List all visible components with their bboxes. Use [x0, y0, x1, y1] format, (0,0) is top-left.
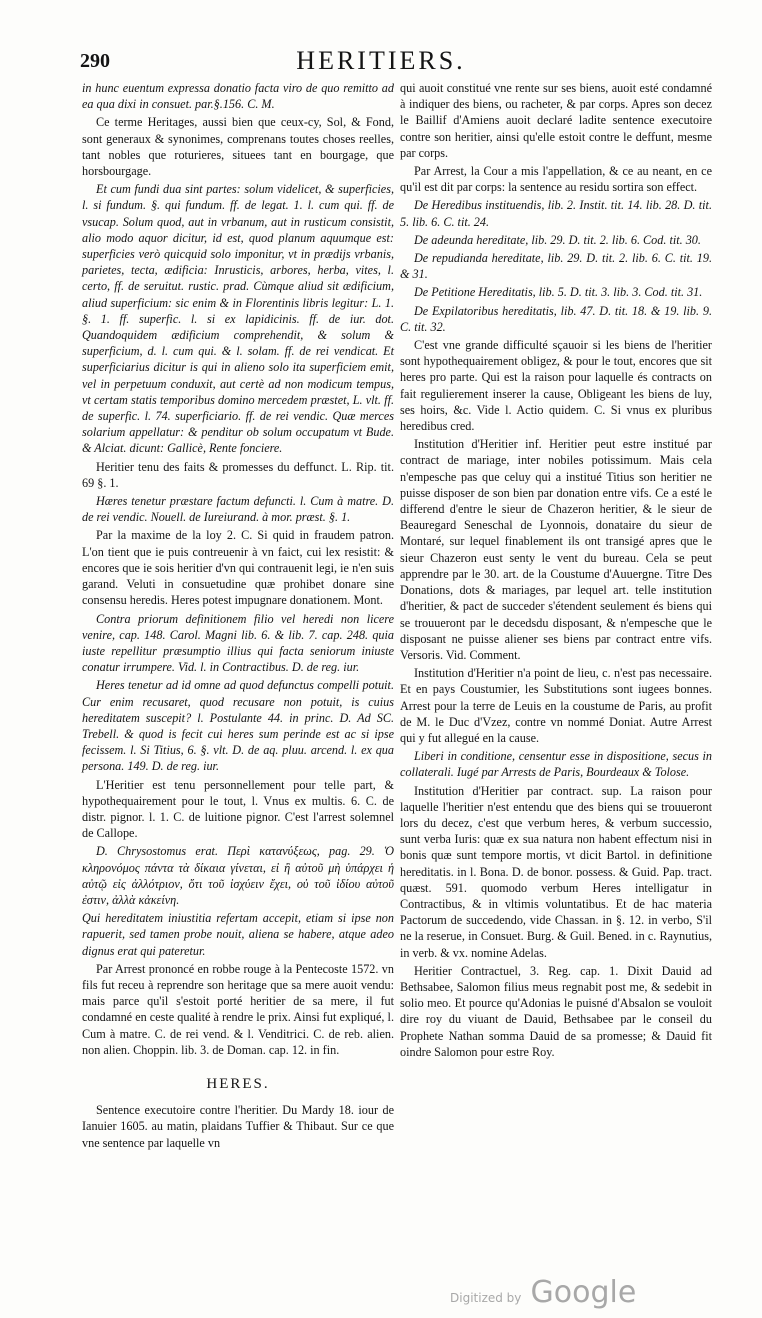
right-paragraph: Institution d'Heritier inf. Heritier peut estre institué par contract de mariage, inter nobiles potissimum. Mais cela n'empesche pas que celuy qui a institué Titius son heritier ne puisse disposer de son bien par donation entre vifs. Ce a esté le differend d'entre le sieur de Chazeron heritier, & le sieur de Beauregard Seneschal de Lyonnois, donataire du sieur de Montaré, sur lequel finablement ils ont transigé apres que le sieur Chazeron eust senty le vent du bureau. Cela se peut apprendre par le 30. art. de la Coustume d'Auuergne. Titre Des Donations, dots & mariages, par lequel art. telle institution d'heritier, & pact de succeder s'étendent seulement és biens qui se trouueront par le decedsdu disposant, & n'empesche que le disposant ne puisse aliener ses biens par contract entre vifs. Versoris. Vid. Comment.	[400, 437, 712, 662]
left-paragraph: Contra priorum definitionem filio vel heredi non licere venire, cap. 148. Carol. Magni lib. 6. & lib. 7. cap. 248. quia iuste repellitur præsumptio illius qui facta seniorum iniuste conatur irrumpere. Vid. l. in Contractibus. D. de reg. iur.	[82, 611, 394, 675]
right-paragraph: C'est vne grande difficulté sçauoir si les biens de l'heritier sont hypothequairement obligez, & pour le tout, encores que sit heres pro parte. Qui est la raison pour laquelle és contracts on fait regulierement inserer la cause, Obligeant les biens de luy, ses hoirs, &c. Vide l. Actio quidem. C. Si vnus ex pluribus heredibus cred.	[400, 338, 712, 434]
left-paragraph: in hunc euentum expressa donatio facta viro de quo remitto ad ea qua dixi in consuet. par.§.156. C. M.	[82, 81, 394, 112]
right-paragraph: De Petitione Hereditatis, lib. 5. D. tit. 3. lib. 3. Cod. tit. 31.	[414, 285, 703, 300]
left-paragraph: Ce terme Heritages, aussi bien que ceux-cy, Sol, & Fond, sont generaux & synonimes, comprenans toutes choses reelles, tant nobles que roturieres, situees tant en bourgage, que horsbourgage.	[82, 115, 394, 179]
google-logo: Google	[530, 1275, 637, 1310]
right-paragraph: Institution d'Heritier n'a point de lieu, c. n'est pas necessaire. Et en pays Coustumier, les Substitutions sont iugees bonnes. Arrest pour la terre de Leuis en la coustume de Paris, au profit de M. le Duc d'Vzez, contre vn nommé Doniat. Autre Arrest qui y fut allegué en la cause.	[400, 666, 712, 745]
right-paragraph: qui auoit constitué vne rente sur ses biens, auoit esté condamné à indiquer des biens, ou racheter, & par corps. Apres son decez le Baillif d'Amiens auoit declaré ladite sentence executoire contre son heritier, ainsi qu'elle estoit contre le deffunt, mesme par corps.	[400, 81, 712, 160]
left-paragraph: Qui hereditatem iniustitia refertam accepit, etiam si ipse non rapuerit, sed tamen probe nouit, aliena se habere, atque adeo dignus erat qui pateretur.	[82, 911, 394, 958]
page-number: 290	[80, 50, 110, 72]
right-paragraph: De Expilatoribus hereditatis, lib. 47. D. tit. 18. & 19. lib. 9. C. tit. 32.	[400, 303, 712, 334]
right-paragraph: Institution d'Heritier par contract. sup. La raison pour laquelle l'heritier n'est entendu que des biens qui se trouueront lors du decez, c'est que verbum heres, & verbum successio, sunt verba Iuris: quæ ex sua natura non habent effectum nisi in bonis quæ sunt tempore mortis, vt dicit Bartol. in definitione hereditatis. in l. Bona. D. de bonor. possess. & Guid. Pap. tract. quæst. 591. quomodo verbum Heres intelligatur in Contractibus, & in vltimis voluntatibus. Et de hac materia Pactorum de succedendo, vide Chassan. in §. 12. in verbo, S'il ne la reserue, in Consuet. Burg. & Guil. Bened. in c. Raynutius, in verb. & vx. nomine Adelas.	[400, 783, 712, 960]
right-paragraph: De repudianda hereditate, lib. 29. D. tit. 2. lib. 6. C. tit. 19. & 31.	[400, 251, 712, 282]
left-paragraph: Hæres tenetur præstare factum defuncti. l. Cum à matre. D. de rei vendic. Nouell. de Iureiurand. à mor. præst. §. 1.	[82, 494, 394, 525]
left-paragraph: Heres tenetur ad id omne ad quod defunctus compelli potuit. Cur enim recusaret, quod recusare non potuit, is cuius hereditatem suscepit? l. Postulante 44. in princ. D. Ad SC. Trebell. & quod is fecit cui heres sum perinde est ac si ipse fecissem. l. Si Titius, 6. §. vlt. D. de aq. pluu. arcend. l. ex qua persona. 149. D. de reg. iur.	[82, 678, 394, 774]
left-paragraph: Heritier tenu des faits & promesses du deffunct. L. Rip. tit. 69 §. 1.	[82, 459, 394, 490]
right-column	[400, 80, 712, 1062]
left-column	[82, 80, 394, 1153]
left-paragraph: Et cum fundi dua sint partes: solum videlicet, & superficies, l. si fundum. §. qui fundum. ff. de legat. 1. l. cum qui. ff. de vsucap. Solum quod, aut in vrbanum, aut in rusticum consistit, alio modo aquor dicitur, id est, quod planum aquumque est: superficies verò quicquid solo imponitur, vt in prædijs vrbanis, parietes, tecta, ædificia: Inrusticis, arbores, herba, vites, l. certo, ff. de seruitut. rustic. prad. Cùmque aliud sit ædificium, aliud superficium: sic enim & in Florentinis libris legitur: L. 1. §. 1. ff. superfic. l. si ex lapidicinis. ff. de iur. dot. Quandoquidem ædificium comprehendit, & solum & superficium, d. l. cum qui. & l. solam. ff. de rei vendicat. Et superficiarius dicitur is qui in alieno solo ita superficiem emit, vel in perpetuum conduxit, aut certè ad non modicum tempus, vt certam statis temporibus domino mercedem præstet, L. vlt. ff. de superfic. l. 74. superficiario. ff. de rei vendic. Quæ merces solarium appellatur: & penditur ob solum occupatum vt Bude. & Alciat. dicunt: Gallicè, Rente fonciere.	[82, 182, 394, 456]
running-head: HERITIERS.	[296, 46, 466, 75]
right-paragraph: Liberi in conditione, censentur esse in dispositione, secus in collaterali. Iugé par Arrests de Paris, Bourdeaux & Tolose.	[400, 749, 712, 780]
left-paragraph: Sentence executoire contre l'heritier. Du Mardy 18. iour de Ianuier 1605. au matin, plaidans Tuffier & Thibaut. Sur ce que vne sentence par laquelle vn	[82, 1103, 394, 1150]
digitized-by-label: Digitized by	[450, 1291, 522, 1305]
right-paragraph: De Heredibus instituendis, lib. 2. Instit. tit. 14. lib. 28. D. tit. 5. lib. 6. C. tit. 24.	[400, 198, 712, 229]
left-paragraph: Par Arrest prononcé en robbe rouge à la Pentecoste 1572. vn fils fut receu à reprendre son heritage que sa mere auoit vendu: mais parce qu'il s'estoit porté heritier de sa mere, il fut condamné en ceste qualité à rendre le prix. Ainsi fut expliqué, l. Cum à matre. C. de rei vend. & l. Venditrici. C. de reb. alien. non alien. Choppin. lib. 3. de Doman. cap. 12. in fin.	[82, 961, 394, 1057]
digitized-watermark	[450, 1275, 636, 1310]
left-paragraph: D. Chrysostomus erat. Περὶ κατανύξεως, pag. 29. Ὁ κληρονόμος πάντα τὰ δίκαια γίνεται, εἰ ἢ αὐτοῦ μὴ ὑπάρχει ἡ αὐτῷ εἰς ἀλλότριον, ὅτι τοῦ ἰσχύειν ἔχει, οὐ τοῦ ἰδίου αὐτοῦ ἐστιν, ἀλλὰ κἀκείνη.	[82, 844, 394, 907]
right-paragraph: Heritier Contractuel, 3. Reg. cap. 1. Dixit Dauid ad Bethsabee, Salomon filius meus regnabit post me, & sedebit in solio meo. Et pource qu'Adonias le puisné d'Absalon se vouloit dire roy du viuant de Dauid, Bethsabee par le conseil du Prophete Nathan somma Dauid de sa promesse; & Dauid fit oindre Salomon pour estre Roy.	[400, 963, 712, 1059]
right-paragraph: De adeunda hereditate, lib. 29. D. tit. 2. lib. 6. Cod. tit. 30.	[414, 232, 701, 247]
section-heading: HERES.	[206, 1075, 270, 1092]
left-paragraph: L'Heritier est tenu personnellement pour telle part, & hypothequairement pour le tout, l. Vnus ex multis. 6. C. de distr. pignor. l. 1. C. de luitione pignor. C'est l'arrest solemnel de Callope.	[82, 777, 394, 841]
right-paragraph: Par Arrest, la Cour a mis l'appellation, & ce au neant, en ce qu'il est dit par corps: la sentence au residu sortira son effect.	[400, 164, 712, 195]
left-paragraph: Par la maxime de la loy 2. C. Si quid in fraudem patron. L'on tient que ie puis contreuenir à vn faict, cui lex resistit: & encores que ie sois heritier d'vn qui contrauenit legi, ie n'en suis garand. Veluti in consuetudine quæ prohibet donare sine consensu heredis. Heres potest impugnare donationem. Mont.	[82, 528, 394, 608]
